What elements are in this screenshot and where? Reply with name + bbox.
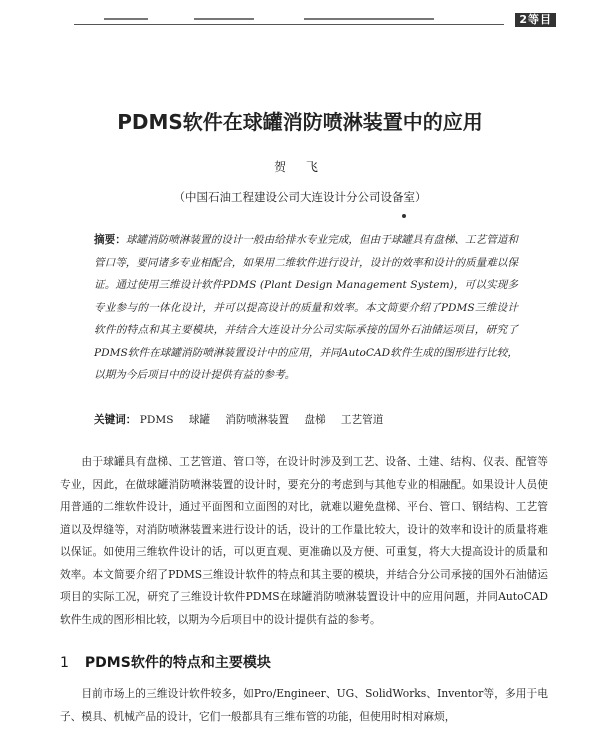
header-rule-segment xyxy=(304,18,434,20)
intro-paragraph: 由于球罐具有盘梯、工艺管道、管口等，在设计时涉及到工艺、设备、土建、结构、仪表、配管等专业，因此，在做球罐消防喷淋装置的设计时，要充分的考虑到与其他专业的相融配。如果设计人员使用普通的二维软件设计，通过平面图和立面图的对比，就难以避免盘梯、平台、管口、钢结构、工艺管道以及焊缝等，对消防喷淋装置来进行设计的话，设计的工作量比较大，设计的效率和设计的质量将难以保证。如使用三维软件设计的话，可以更直观、更准确以及方便、可重复，将大大提高设计的质量和效率。本文简要介绍了PDMS三维设计软件的特点和其主要的模块，并结合分公司承接的国外石油储运项目的实际工况，研究了三维设计软件PDMS在球罐消防喷淋装置设计中的应用问题，并同AutoCAD软件生成的图形相比较，以期为今后项目中的设计提供有益的参考。 xyxy=(60,455,548,626)
affiliation: （中国石油工程建设公司大连设计分公司设备室） xyxy=(173,190,427,204)
keywords xyxy=(94,412,518,427)
paper-title: PDMS软件在球罐消防喷淋装置中的应用 xyxy=(117,110,483,134)
author: 贺 飞 xyxy=(274,160,326,174)
running-header xyxy=(74,15,556,27)
keywords-label: 关键词： xyxy=(94,414,137,426)
abstract-text: 球罐消防喷淋装置的设计一般由给排水专业完成，但由于球罐具有盘梯、工艺管道和管口等，要同诸多专业相配合，如果用二维软件进行设计，设计的效率和设计的质量难以保证。通过使用三维设计软件PDMS (Plant Design Management System)，可以实现多专业参与的一体化设计，并可以提高设计的质量和效率。本文简要介绍了PDMS三维设计软件的特点和其主要模块，并结合大连设计分公司实际承接的国外石油储运项目，研究了PDMS软件在球罐消防喷淋装置设计中的应用，并同AutoCAD软件生成的图形进行比较，以期为今后项目中的设计提供有益的参考。 xyxy=(94,234,519,381)
abstract-label: 摘要： xyxy=(94,234,126,246)
section-paragraph: 目前市场上的三维设计软件较多，如Pro/Engineer、UG、SolidWorks、Inventor等，多用于电子、模具、机械产品的设计，它们一般都具有三维布管的功能，但使用时相对麻烦， xyxy=(60,687,548,723)
abstract xyxy=(94,229,518,387)
keyword: 盘梯 xyxy=(304,414,326,426)
header-rule xyxy=(74,24,504,25)
keyword: PDMS xyxy=(139,414,174,426)
scan-speck xyxy=(402,214,406,218)
header-tag: 2等目 xyxy=(515,13,556,27)
keyword: 工艺管道 xyxy=(340,414,384,426)
section-heading xyxy=(60,652,271,672)
keyword: 球罐 xyxy=(188,414,211,426)
section-title: PDMS软件的特点和主要模块 xyxy=(84,655,271,671)
keyword: 消防喷淋装置 xyxy=(225,414,289,426)
section-number: 1 xyxy=(60,655,69,671)
header-rule-segment xyxy=(194,18,254,20)
header-rule-segment xyxy=(104,18,148,20)
